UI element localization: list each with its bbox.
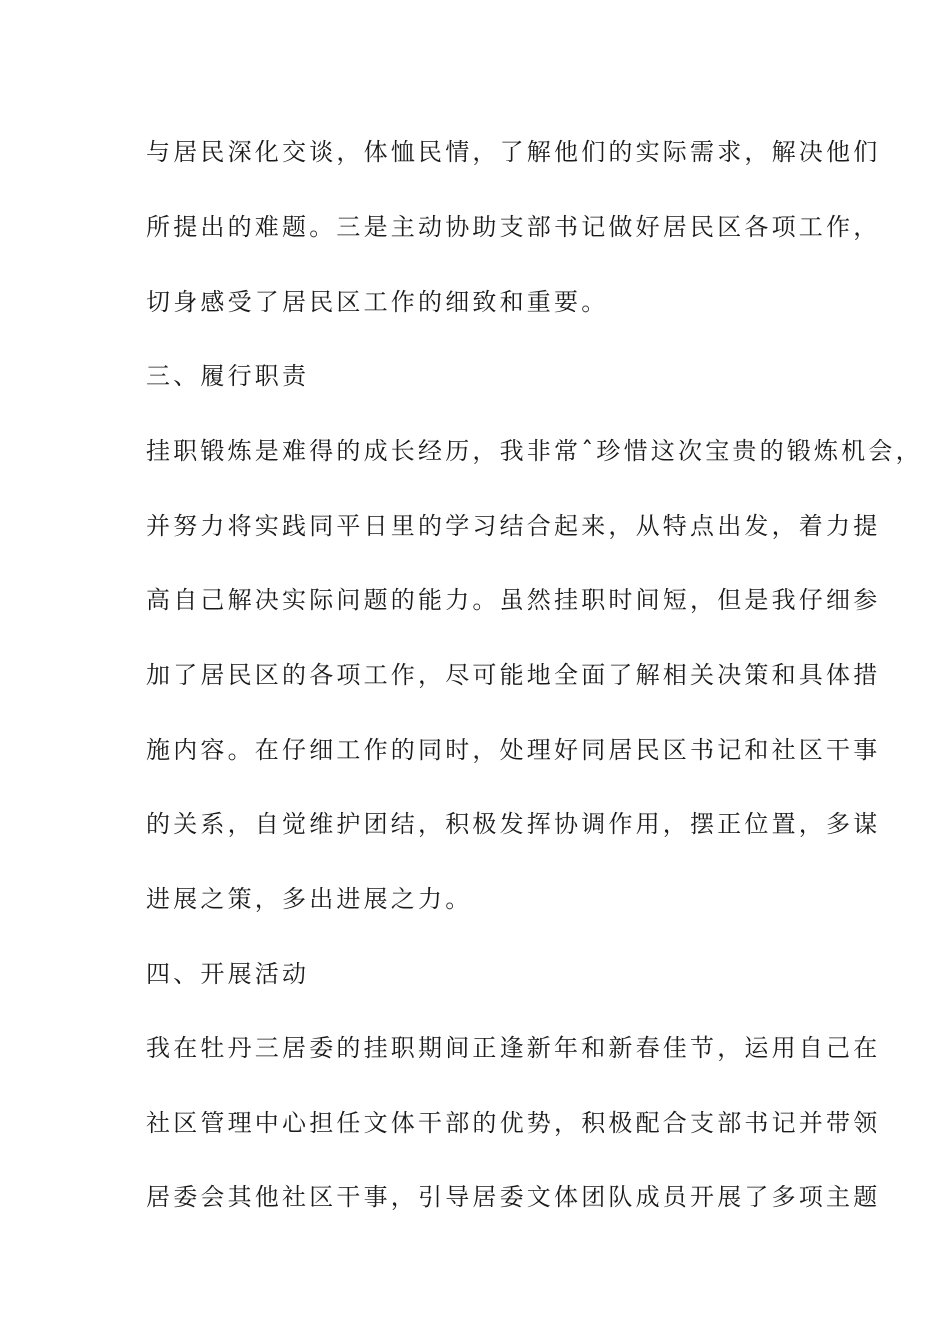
text-line: 居委会其他社区干事，引导居委文体团队成员开展了多项主题 bbox=[146, 1183, 881, 1211]
text-line: 高自己解决实际问题的能力。虽然挂职时间短，但是我仔细参 bbox=[146, 586, 881, 614]
section-heading: 四、开展活动 bbox=[146, 960, 310, 988]
text-line: 社区管理中心担任文体干部的优势，积极配合支部书记并带领 bbox=[146, 1109, 881, 1137]
text-line: 挂职锻炼是难得的成长经历，我非常ˆ珍惜这次宝贵的锻炼机会， bbox=[146, 437, 923, 465]
text-line: 我在牡丹三居委的挂职期间正逢新年和新春佳节，运用自己在 bbox=[146, 1034, 881, 1062]
text-line: 加了居民区的各项工作，尽可能地全面了解相关决策和具体措 bbox=[146, 661, 881, 689]
text-line: 施内容。在仔细工作的同时，处理好同居民区书记和社区干事 bbox=[146, 736, 881, 764]
text-line: 切身感受了居民区工作的细致和重要。 bbox=[146, 288, 609, 316]
text-line: 所提出的难题。三是主动协助支部书记做好居民区各项工作， bbox=[146, 213, 881, 241]
text-line: 进展之策，多出进展之力。 bbox=[146, 885, 473, 913]
text-line: 的关系，自觉维护团结，积极发挥协调作用，摆正位置，多谋 bbox=[146, 810, 881, 838]
text-line: 并努力将实践同平日里的学习结合起来，从特点出发，着力提 bbox=[146, 512, 881, 540]
section-heading: 三、履行职责 bbox=[146, 362, 310, 390]
text-line: 与居民深化交谈，体恤民情，了解他们的实际需求，解决他们 bbox=[146, 138, 881, 166]
